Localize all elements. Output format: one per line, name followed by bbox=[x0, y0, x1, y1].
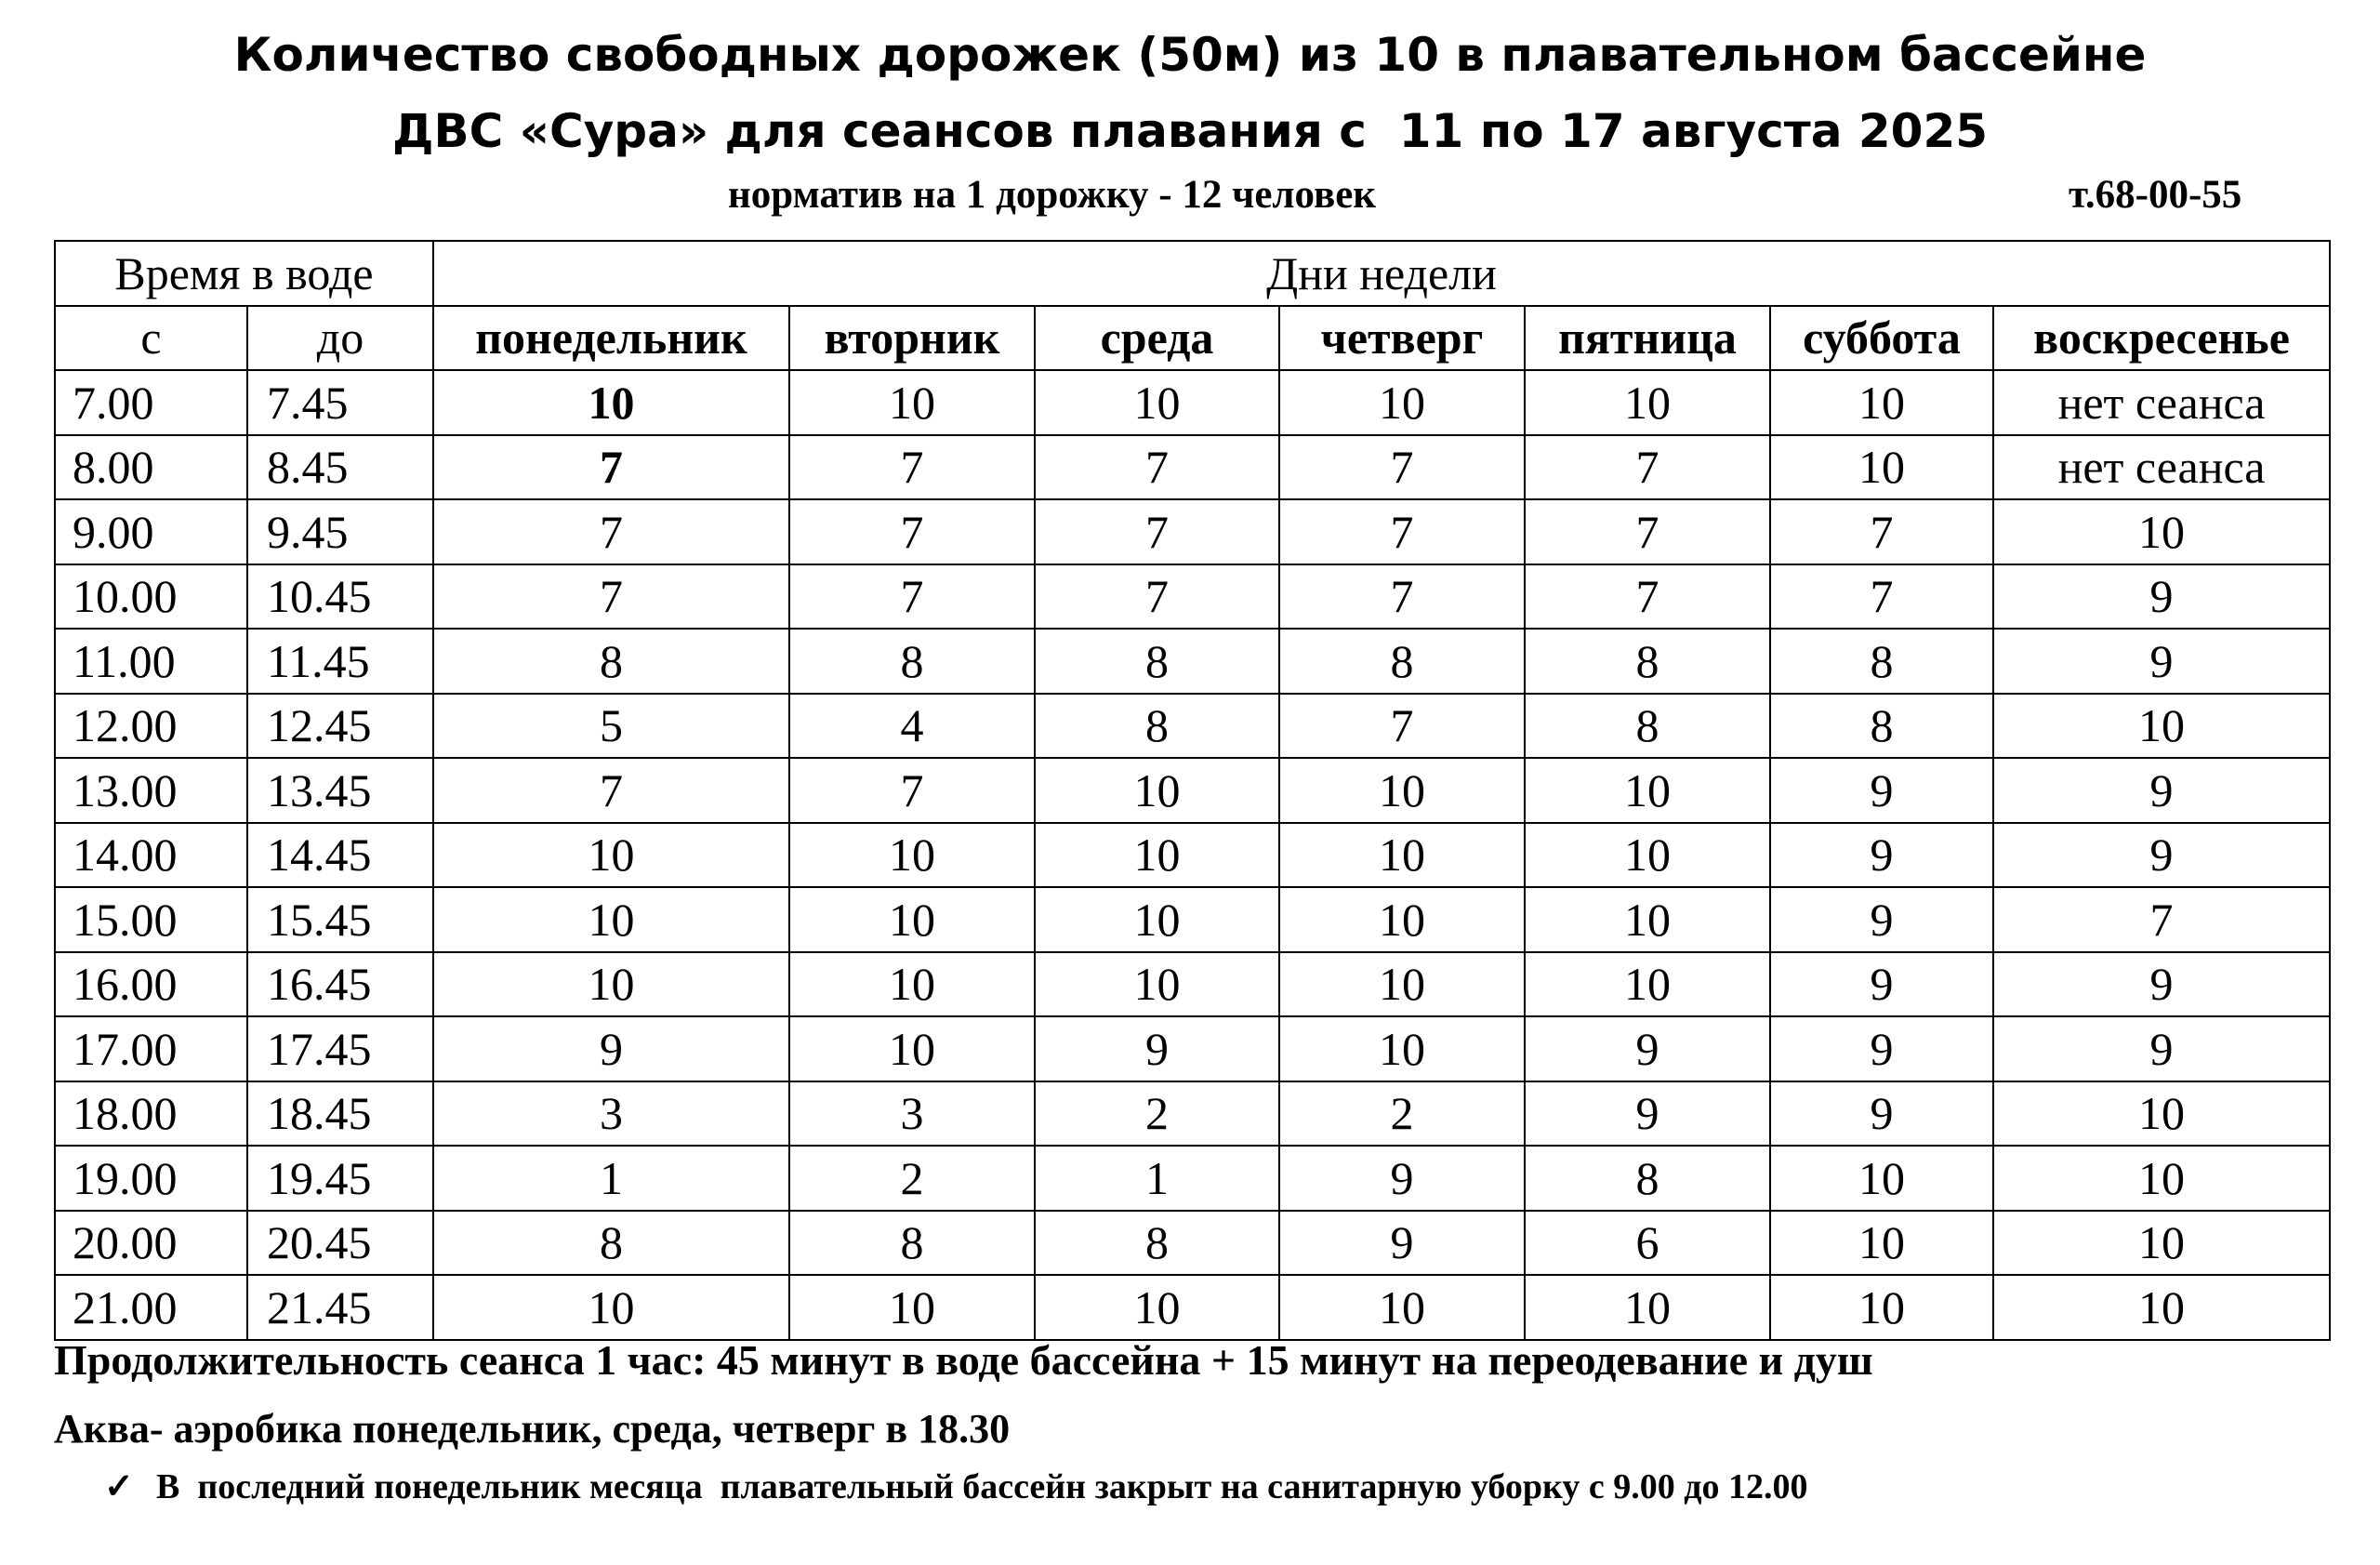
page-title-line-1: Количество свободных дорожек (50м) из 10 в плавательном бассейне bbox=[233, 28, 2147, 82]
aqua-aerobics-note: Аква- аэробика понедельник, среда, четверг в 18.30 bbox=[54, 1406, 1011, 1452]
lanes-cell-thursday: 7 bbox=[1279, 435, 1525, 500]
lanes-cell-thursday: 8 bbox=[1279, 629, 1525, 694]
day-header-thursday: четверг bbox=[1279, 306, 1525, 371]
table-row bbox=[55, 887, 2330, 952]
time-to-cell: 9.45 bbox=[247, 499, 433, 564]
lanes-cell-thursday: 10 bbox=[1279, 887, 1525, 952]
lanes-cell-monday: 7 bbox=[433, 758, 789, 823]
lanes-cell-sunday: 10 bbox=[1993, 1211, 2330, 1276]
lanes-cell-tuesday: 10 bbox=[789, 952, 1035, 1017]
closure-note bbox=[104, 1469, 1808, 1505]
lanes-cell-monday: 7 bbox=[433, 435, 789, 500]
time-to-cell: 11.45 bbox=[247, 629, 433, 694]
lanes-cell-sunday: 9 bbox=[1993, 629, 2330, 694]
lanes-cell-saturday: 10 bbox=[1770, 370, 1993, 435]
time-from-cell: 8.00 bbox=[55, 435, 247, 500]
closure-note-text: В последний понедельник месяца плавательный бассейн закрыт на санитарную уборку с 9.00 до 12.00 bbox=[156, 1467, 1808, 1506]
lanes-cell-tuesday: 4 bbox=[789, 694, 1035, 759]
lanes-cell-wednesday: 7 bbox=[1035, 564, 1279, 630]
lanes-cell-monday: 10 bbox=[433, 370, 789, 435]
lanes-cell-wednesday: 8 bbox=[1035, 629, 1279, 694]
lanes-cell-friday: 10 bbox=[1525, 370, 1770, 435]
time-to-cell: 8.45 bbox=[247, 435, 433, 500]
lanes-cell-sunday: 9 bbox=[1993, 952, 2330, 1017]
lanes-cell-monday: 9 bbox=[433, 1016, 789, 1081]
table-subheader-row bbox=[55, 306, 2330, 371]
time-from-cell: 12.00 bbox=[55, 694, 247, 759]
lanes-cell-sunday: 10 bbox=[1993, 694, 2330, 759]
lanes-cell-monday: 10 bbox=[433, 1275, 789, 1340]
lanes-cell-saturday: 9 bbox=[1770, 1081, 1993, 1147]
lanes-cell-thursday: 10 bbox=[1279, 758, 1525, 823]
to-header: до bbox=[247, 306, 433, 371]
lanes-cell-tuesday: 10 bbox=[789, 1275, 1035, 1340]
lanes-cell-saturday: 9 bbox=[1770, 823, 1993, 888]
lanes-cell-wednesday: 8 bbox=[1035, 694, 1279, 759]
table-row bbox=[55, 435, 2330, 500]
lanes-cell-thursday: 9 bbox=[1279, 1146, 1525, 1211]
lanes-cell-sunday: нет сеанса bbox=[1993, 370, 2330, 435]
lanes-cell-sunday: 10 bbox=[1993, 499, 2330, 564]
lanes-cell-saturday: 9 bbox=[1770, 887, 1993, 952]
lanes-cell-tuesday: 7 bbox=[789, 758, 1035, 823]
lanes-cell-friday: 10 bbox=[1525, 758, 1770, 823]
lanes-cell-sunday: 9 bbox=[1993, 1016, 2330, 1081]
lanes-cell-saturday: 10 bbox=[1770, 1275, 1993, 1340]
lanes-cell-saturday: 8 bbox=[1770, 629, 1993, 694]
lanes-cell-saturday: 9 bbox=[1770, 758, 1993, 823]
time-from-cell: 18.00 bbox=[55, 1081, 247, 1147]
time-from-cell: 16.00 bbox=[55, 952, 247, 1017]
lanes-cell-monday: 7 bbox=[433, 564, 789, 630]
lanes-cell-wednesday: 7 bbox=[1035, 435, 1279, 500]
time-to-cell: 13.45 bbox=[247, 758, 433, 823]
lanes-cell-friday: 6 bbox=[1525, 1211, 1770, 1276]
lanes-cell-wednesday: 9 bbox=[1035, 1016, 1279, 1081]
lanes-cell-monday: 10 bbox=[433, 887, 789, 952]
lanes-cell-monday: 10 bbox=[433, 823, 789, 888]
lanes-cell-friday: 8 bbox=[1525, 694, 1770, 759]
lanes-cell-thursday: 9 bbox=[1279, 1211, 1525, 1276]
lanes-cell-wednesday: 10 bbox=[1035, 887, 1279, 952]
lanes-cell-tuesday: 10 bbox=[789, 370, 1035, 435]
page-title-line-2: ДВС «Сура» для сеансов плавания с 11 по 17 августа 2025 bbox=[391, 104, 1989, 158]
lanes-cell-sunday: 10 bbox=[1993, 1275, 2330, 1340]
time-from-cell: 20.00 bbox=[55, 1211, 247, 1276]
lanes-cell-sunday: 7 bbox=[1993, 887, 2330, 952]
lanes-cell-monday: 8 bbox=[433, 629, 789, 694]
lanes-cell-tuesday: 7 bbox=[789, 564, 1035, 630]
time-to-cell: 20.45 bbox=[247, 1211, 433, 1276]
lanes-cell-saturday: 10 bbox=[1770, 1211, 1993, 1276]
table-row bbox=[55, 564, 2330, 630]
table-row bbox=[55, 1016, 2330, 1081]
lanes-cell-wednesday: 7 bbox=[1035, 499, 1279, 564]
lanes-cell-monday: 10 bbox=[433, 952, 789, 1017]
lanes-cell-tuesday: 7 bbox=[789, 499, 1035, 564]
lanes-cell-monday: 7 bbox=[433, 499, 789, 564]
lanes-cell-sunday: нет сеанса bbox=[1993, 435, 2330, 500]
lanes-cell-monday: 1 bbox=[433, 1146, 789, 1211]
time-from-cell: 15.00 bbox=[55, 887, 247, 952]
time-from-cell: 21.00 bbox=[55, 1275, 247, 1340]
time-from-cell: 9.00 bbox=[55, 499, 247, 564]
time-to-cell: 18.45 bbox=[247, 1081, 433, 1147]
lanes-cell-tuesday: 3 bbox=[789, 1081, 1035, 1147]
time-to-cell: 15.45 bbox=[247, 887, 433, 952]
time-from-cell: 10.00 bbox=[55, 564, 247, 630]
table-row bbox=[55, 629, 2330, 694]
lanes-cell-friday: 10 bbox=[1525, 1275, 1770, 1340]
lanes-cell-friday: 7 bbox=[1525, 564, 1770, 630]
lanes-cell-friday: 9 bbox=[1525, 1016, 1770, 1081]
table-row bbox=[55, 694, 2330, 759]
time-from-cell: 17.00 bbox=[55, 1016, 247, 1081]
lanes-cell-saturday: 10 bbox=[1770, 1146, 1993, 1211]
lanes-cell-friday: 7 bbox=[1525, 435, 1770, 500]
lanes-cell-sunday: 10 bbox=[1993, 1146, 2330, 1211]
lanes-cell-tuesday: 8 bbox=[789, 1211, 1035, 1276]
lanes-cell-friday: 10 bbox=[1525, 823, 1770, 888]
table-row bbox=[55, 1211, 2330, 1276]
lanes-cell-wednesday: 10 bbox=[1035, 758, 1279, 823]
lanes-cell-monday: 3 bbox=[433, 1081, 789, 1147]
time-to-cell: 17.45 bbox=[247, 1016, 433, 1081]
time-from-cell: 7.00 bbox=[55, 370, 247, 435]
time-to-cell: 12.45 bbox=[247, 694, 433, 759]
day-header-wednesday: среда bbox=[1035, 306, 1279, 371]
lanes-cell-thursday: 7 bbox=[1279, 499, 1525, 564]
lanes-cell-thursday: 10 bbox=[1279, 370, 1525, 435]
lanes-cell-saturday: 7 bbox=[1770, 564, 1993, 630]
check-icon: ✓ bbox=[104, 1467, 134, 1506]
lanes-cell-tuesday: 2 bbox=[789, 1146, 1035, 1211]
lanes-cell-tuesday: 8 bbox=[789, 629, 1035, 694]
lanes-cell-wednesday: 2 bbox=[1035, 1081, 1279, 1147]
lanes-cell-tuesday: 7 bbox=[789, 435, 1035, 500]
time-from-cell: 14.00 bbox=[55, 823, 247, 888]
lanes-cell-friday: 7 bbox=[1525, 499, 1770, 564]
table-row bbox=[55, 1081, 2330, 1147]
lanes-cell-friday: 8 bbox=[1525, 629, 1770, 694]
lanes-cell-wednesday: 10 bbox=[1035, 1275, 1279, 1340]
day-header-monday: понедельник bbox=[433, 306, 789, 371]
lanes-cell-monday: 5 bbox=[433, 694, 789, 759]
lanes-cell-monday: 8 bbox=[433, 1211, 789, 1276]
lanes-cell-saturday: 8 bbox=[1770, 694, 1993, 759]
time-from-cell: 13.00 bbox=[55, 758, 247, 823]
day-header-sunday: воскресенье bbox=[1993, 306, 2330, 371]
schedule-body bbox=[55, 370, 2330, 1340]
session-duration-note: Продолжительность сеанса 1 час: 45 минут в воде бассейна + 15 минут на переодевание и душ bbox=[54, 1336, 1873, 1384]
table-row bbox=[55, 370, 2330, 435]
lanes-cell-tuesday: 10 bbox=[789, 887, 1035, 952]
lanes-cell-thursday: 7 bbox=[1279, 694, 1525, 759]
table-row bbox=[55, 1146, 2330, 1211]
lanes-cell-wednesday: 10 bbox=[1035, 823, 1279, 888]
lanes-cell-wednesday: 1 bbox=[1035, 1146, 1279, 1211]
lanes-cell-thursday: 10 bbox=[1279, 1275, 1525, 1340]
time-to-cell: 10.45 bbox=[247, 564, 433, 630]
lanes-cell-thursday: 10 bbox=[1279, 952, 1525, 1017]
time-to-cell: 7.45 bbox=[247, 370, 433, 435]
time-header: Время в воде bbox=[55, 241, 433, 306]
lanes-cell-saturday: 10 bbox=[1770, 435, 1993, 500]
table-row bbox=[55, 758, 2330, 823]
time-from-cell: 11.00 bbox=[55, 629, 247, 694]
lanes-cell-wednesday: 10 bbox=[1035, 370, 1279, 435]
table-header-row bbox=[55, 241, 2330, 306]
lanes-cell-wednesday: 10 bbox=[1035, 952, 1279, 1017]
table-row bbox=[55, 823, 2330, 888]
table-row bbox=[55, 499, 2330, 564]
lanes-cell-friday: 9 bbox=[1525, 1081, 1770, 1147]
lanes-cell-thursday: 10 bbox=[1279, 1016, 1525, 1081]
time-to-cell: 16.45 bbox=[247, 952, 433, 1017]
time-from-cell: 19.00 bbox=[55, 1146, 247, 1211]
lanes-cell-tuesday: 10 bbox=[789, 1016, 1035, 1081]
lanes-cell-friday: 10 bbox=[1525, 952, 1770, 1017]
lanes-cell-friday: 10 bbox=[1525, 887, 1770, 952]
days-header: Дни недели bbox=[433, 241, 2330, 306]
lanes-cell-saturday: 7 bbox=[1770, 499, 1993, 564]
day-header-saturday: суббота bbox=[1770, 306, 1993, 371]
phone-number: т.68-00-55 bbox=[2069, 173, 2242, 217]
schedule-table bbox=[54, 240, 2331, 1341]
day-header-tuesday: вторник bbox=[789, 306, 1035, 371]
lanes-cell-thursday: 2 bbox=[1279, 1081, 1525, 1147]
time-to-cell: 19.45 bbox=[247, 1146, 433, 1211]
lanes-cell-sunday: 10 bbox=[1993, 1081, 2330, 1147]
lanes-cell-sunday: 9 bbox=[1993, 823, 2330, 888]
lanes-cell-wednesday: 8 bbox=[1035, 1211, 1279, 1276]
from-header: с bbox=[55, 306, 247, 371]
lanes-cell-friday: 8 bbox=[1525, 1146, 1770, 1211]
day-header-friday: пятница bbox=[1525, 306, 1770, 371]
time-to-cell: 21.45 bbox=[247, 1275, 433, 1340]
table-row bbox=[55, 952, 2330, 1017]
lanes-cell-thursday: 7 bbox=[1279, 564, 1525, 630]
lanes-cell-saturday: 9 bbox=[1770, 1016, 1993, 1081]
time-to-cell: 14.45 bbox=[247, 823, 433, 888]
lane-norm-text: норматив на 1 дорожку - 12 человек bbox=[728, 173, 1377, 217]
lanes-cell-sunday: 9 bbox=[1993, 564, 2330, 630]
lanes-cell-tuesday: 10 bbox=[789, 823, 1035, 888]
lanes-cell-sunday: 9 bbox=[1993, 758, 2330, 823]
table-row bbox=[55, 1275, 2330, 1340]
lanes-cell-saturday: 9 bbox=[1770, 952, 1993, 1017]
lanes-cell-thursday: 10 bbox=[1279, 823, 1525, 888]
